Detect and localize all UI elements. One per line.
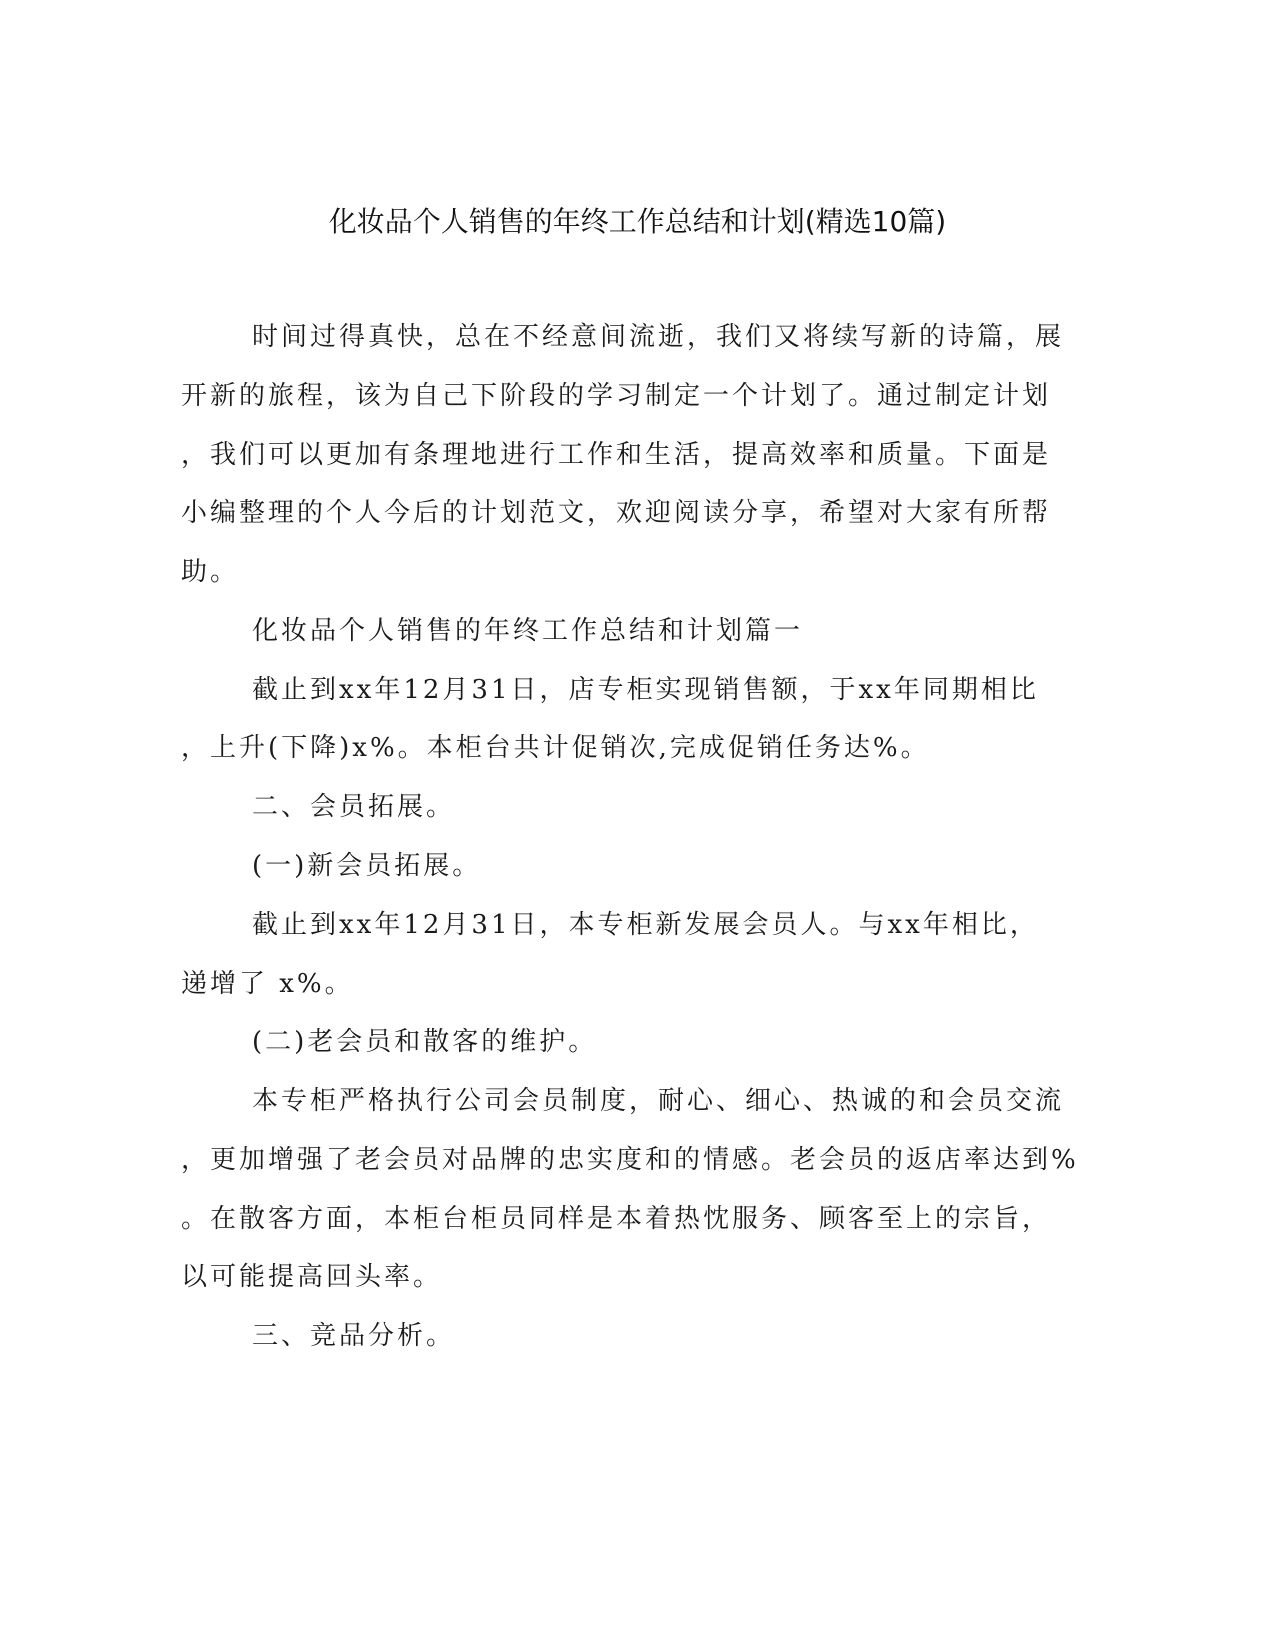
section-heading: 化妆品个人销售的年终工作总结和计划篇一 [252, 616, 804, 646]
section-heading: 三、竞品分析。 [252, 1321, 456, 1351]
paragraph-line: 。在散客方面，本柜台柜员同样是本着热忱服务、顾客至上的宗旨， [181, 1204, 1052, 1234]
document-title: 化妆品个人销售的年终工作总结和计划(精选10篇) [328, 205, 947, 238]
paragraph-line: 截止到xx年12月31日，本专柜新发展会员人。与xx年相比， [252, 910, 1039, 940]
paragraph-line: ，更加增强了老会员对品牌的忠实度和的情感。老会员的返店率达到% [181, 1145, 1079, 1175]
subsection-heading: (二)老会员和散客的维护。 [252, 1027, 598, 1057]
paragraph-line: ，我们可以更加有条理地进行工作和生活，提高效率和质量。下面是 [181, 440, 1052, 470]
subsection-heading: (一)新会员拓展。 [252, 851, 482, 881]
paragraph-line: 本专柜严格执行公司会员制度，耐心、细心、热诚的和会员交流 [252, 1086, 1065, 1116]
paragraph-line: ，上升(下降)x%。本柜台共计促销次,完成促销任务达%。 [181, 733, 930, 763]
paragraph-line: 小编整理的个人今后的计划范文，欢迎阅读分享，希望对大家有所帮 [181, 498, 1052, 528]
paragraph-line: 开新的旅程，该为自己下阶段的学习制定一个计划了。通过制定计划 [181, 381, 1052, 411]
paragraph-line: 以可能提高回头率。 [181, 1262, 443, 1292]
paragraph-line: 递增了 x%。 [181, 969, 354, 999]
paragraph-line: 助。 [181, 557, 240, 587]
paragraph-line: 时间过得真快，总在不经意间流逝，我们又将续写新的诗篇，展 [252, 322, 1065, 352]
section-heading: 二、会员拓展。 [252, 792, 456, 822]
paragraph-line: 截止到xx年12月31日，店专柜实现销售额，于xx年同期相比 [252, 675, 1039, 705]
